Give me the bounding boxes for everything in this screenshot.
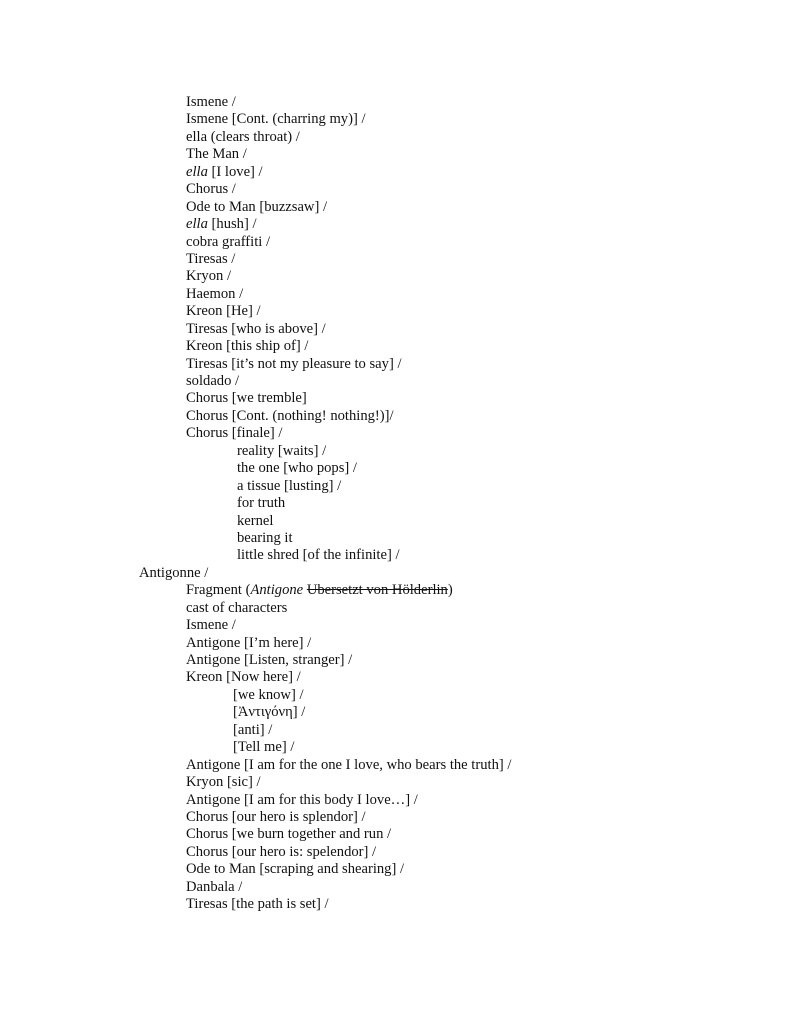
outline-item: Ode to Man [buzzsaw] / [186,198,328,215]
outline-item [0,582,791,599]
italic-word: ella [186,163,208,180]
outline-subitem: a tissue [lusting] / [237,477,342,494]
outline-item: Tiresas / [186,250,236,267]
outline-item: Antigone [I am for this body I love…] / [186,791,418,808]
outline-item-text: [hush] / [211,216,257,233]
outline-subitem: little shred [of the infinite] / [237,547,400,564]
outline-item: Antigone [Listen, stranger] / [186,652,353,668]
outline-item: Tiresas [who is above] / [186,320,326,337]
outline-item: cobra graffiti / [186,233,271,250]
outline-item: Kreon [He] / [186,303,261,320]
outline-item [0,216,791,233]
outline-subitem: reality [waits] / [237,442,327,459]
outline-item: Chorus [our hero is splendor] / [186,808,366,825]
italic-word: Antigone [250,582,304,599]
outline-item: Danbala / [186,878,243,895]
outline-item: Ismene / [186,94,236,110]
outline-subitem: for truth [237,495,286,512]
outline-item: Kreon [this ship of] / [186,338,309,355]
italic-word: ella [186,216,208,233]
outline-item: Antigone [I am for the one I love, who bears the truth] / [186,756,512,773]
struck-text: Ubersetzt von Hölderlin [306,582,448,599]
outline-item: ella (clears throat) / [186,128,300,145]
outline-item: Ismene [Cont. (charring my)] / [186,111,366,128]
outline-item: Chorus [finale] / [186,425,283,442]
outline-subitem: the one [who pops] / [237,460,357,477]
outline-item: Ode to Man [scraping and shearing] / [186,861,405,878]
outline-item: The Man / [186,146,247,163]
outline-subitem: [Tell me] / [233,739,295,756]
outline-item: Kreon [Now here] / [186,669,301,686]
outline-subitem: bearing it [237,529,293,546]
outline-item: cast of characters [186,599,288,616]
outline-item: Ismene / [186,617,236,634]
outline-item: Chorus [we burn together and run / [186,826,392,843]
outline-item [0,164,791,181]
outline-item: Chorus / [186,181,236,198]
outline-subitem: [Ἀντιγόνη] / [233,704,306,721]
fragment-suffix: ) [447,582,453,599]
outline-item: Chorus [we tremble] [186,390,307,407]
fragment-prefix: Fragment ( [186,582,251,599]
outline-item: Antigone [I’m here] / [186,634,312,651]
outline-item: Chorus [Cont. (nothing! nothing!)]/ [186,407,394,424]
outline-subitem: kernel [237,512,274,529]
outline-item-text: [I love] / [211,163,263,180]
outline-item: Tiresas [it’s not my pleasure to say] / [186,355,402,372]
outline-item: Chorus [our hero is: spelendor] / [186,843,377,860]
outline-item: Haemon / [186,285,244,302]
outline-item: Kryon [sic] / [186,774,261,791]
outline-subitem: [we know] / [233,686,304,703]
outline-item: Tiresas [the path is set] / [186,896,329,913]
section-heading: Antigonne / [139,564,209,581]
document-page [0,94,791,914]
outline-item: soldado / [186,373,240,389]
outline-item: Kryon / [186,268,231,285]
outline-subitem: [anti] / [233,721,273,738]
